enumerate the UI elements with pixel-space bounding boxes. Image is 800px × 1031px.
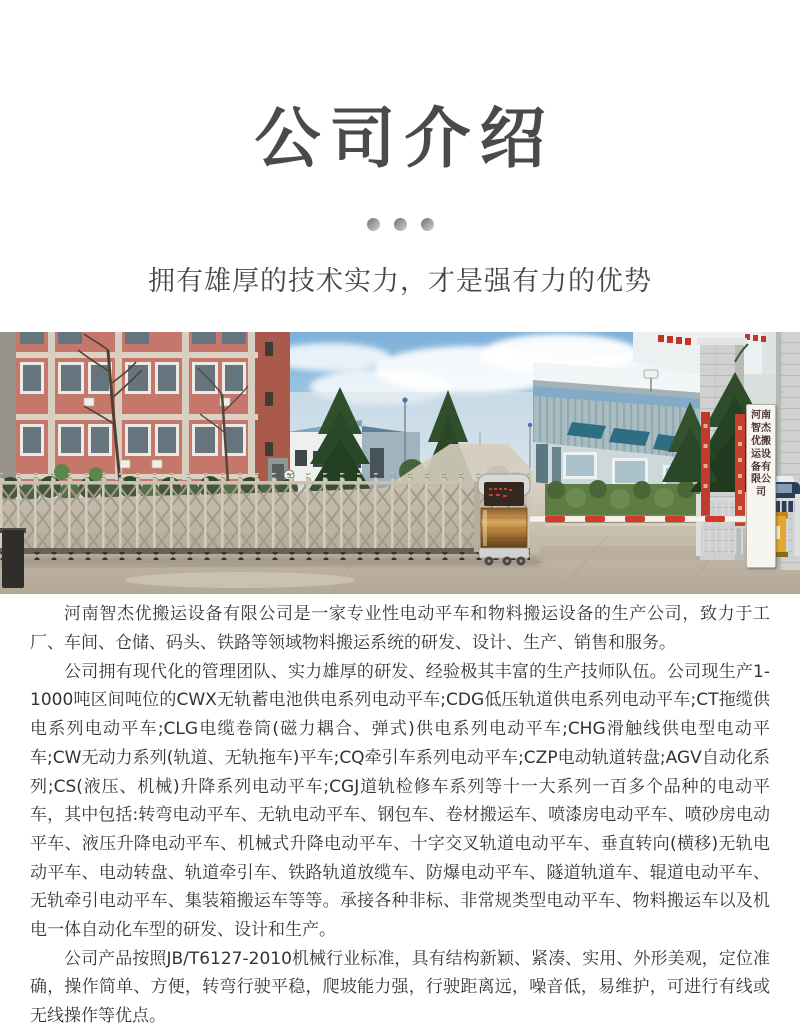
- paragraph-intro: 河南智杰优搬运设备有限公司是一家专业性电动平车和物料搬运设备的生产公司，致力于工厂、车间、仓储、码头、铁路等领域物料搬运系统的研发、设计、生产、销售和服务。: [30, 604, 770, 654]
- factory-photo-illustration: [0, 332, 800, 594]
- company-description: [30, 600, 770, 1031]
- factory-entrance-photo: [0, 332, 800, 594]
- security-camera-icon: [644, 370, 658, 378]
- page-header: [0, 0, 800, 298]
- divider-dot: [394, 218, 407, 231]
- company-gate-sign: 河南智杰优搬运设备有限公司: [746, 404, 776, 568]
- divider-dot: [421, 218, 434, 231]
- page-title: 公司介绍: [254, 100, 555, 177]
- page-subtitle: 拥有雄厚的技术实力，才是强有力的优势: [148, 265, 652, 297]
- paragraph-products: 公司拥有现代化的管理团队、实力雄厚的研发、经验极其丰富的生产技师队伍。公司现生产1-1000吨区间吨位的CWX无轨蓄电池供电系列电动平车;CDG低压轨道供电系列电动平车;CT拖缆供电系列电动平车;CLG电缆卷筒(磁力耦合、弹式)供电系列电动平车;CHG滑触线供电型电动平车;CW无动力系列(轨道、无轨拖车)平车;CQ牵引车系列电动平车;CZP电动轨道转盘;AGV自动化系列;CS(液压、机械)升降系列电动平车;CGJ道轨检修车系列等十一大系列一百多个品种的电动平车，其中包括:转弯电动平车、无轨电动平车、钢包车、卷材搬运车、喷漆房电动平车、喷砂房电动平车、液压升降电动平车、机械式升降电动平车、十字交叉轨道电动平车、垂直转向(横移)无轨电动平车、电动转盘、轨道牵引车、铁路轨道放缆车、防爆电动平车、隧道轨道车、辊道电动平车、无轨牵引电动平车、集装箱搬运车等等。承接各种非标、非常规类型电动平车、物料搬运车以及机电一体自动化车型的研发、设计和生产。: [30, 661, 770, 941]
- paragraph-standards: 公司产品按照JB/T6127-2010机械行业标准，具有结构新颖、紧凑、实用、外形美观，定位准确，操作简单、方便，转弯行驶平稳，爬坡能力强，行驶距离远，噪音低，易维护，可进行有线或无线操作等优点。: [30, 948, 770, 1027]
- divider-dots: [0, 218, 800, 231]
- gate-motor-unit: [474, 474, 530, 566]
- divider-dot: [367, 218, 380, 231]
